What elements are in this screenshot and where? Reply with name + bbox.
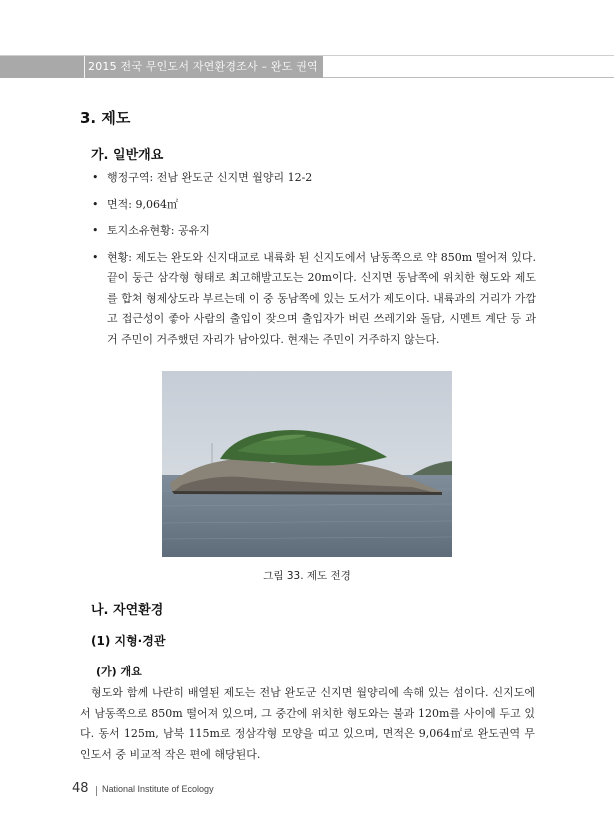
bullet-item (92, 221, 536, 242)
bullet-item (92, 168, 536, 189)
bullet-dot: • (92, 197, 99, 211)
overview-heading: (가) 개요 (96, 665, 142, 678)
section-title: 3. 제도 (80, 109, 131, 127)
header-separator (84, 56, 85, 78)
island-photo (162, 371, 452, 557)
bullet-item (92, 195, 536, 216)
header-rule (323, 77, 614, 78)
figure-caption: 그림 33. 제도 전경 (263, 570, 351, 582)
bullet-text-area: 면적: 9,064㎡ (107, 197, 178, 211)
terrain-heading: (1) 지형·경관 (91, 634, 166, 648)
general-heading: 가. 일반개요 (91, 148, 164, 163)
bullet-dot: • (92, 171, 99, 184)
bullet-text-ownership: 토지소유현황: 공유지 (107, 224, 210, 237)
running-title: 2015 전국 무인도서 자연환경조사 – 완도 권역 (88, 60, 318, 73)
bullet-text-admin: 행정구역: 전남 완도군 신지면 월양리 12-2 (107, 171, 313, 184)
footer-organization: National Institute of Ecology (102, 784, 214, 794)
bullet-item (92, 248, 536, 351)
bullet-text-status: 현황: 제도는 완도와 신지대교로 내륙화 된 신지도에서 남동쪽으로 약 850m 떨어져 있다. 끝이 둥근 삼각형 형태로 최고해발고도는 20m이다. 신지면 동남쪽에 위치한 형도와 제도를 합쳐 형제상도라 부르는데 이 중 동남쪽에 있는 도서가 제도이다. 내륙과의 거리가 가깝고 접근성이 좋아 사람의 출입이 잦으며 출입자가 버린 쓰레기와 돌담, 시멘트 계단 등 과거 주민이 거주했던 자리가 남아있다. 현재는 주민이 거주하지 않는다. (107, 250, 536, 346)
bullet-dot: • (92, 250, 99, 264)
nature-heading: 나. 자연환경 (91, 603, 164, 618)
page-number: 48 (72, 781, 89, 796)
general-bullet-list (92, 168, 536, 350)
overview-paragraph: 형도와 함께 나란히 배열된 제도는 전남 완도군 신지면 월양리에 속해 있는 섬이다. 신지도에서 남동쪽으로 850m 떨어져 있으며, 그 중간에 위치한 형도와는 불과 120m를 사이에 두고 있다. 동서 125m, 남북 115m로 정삼각형 모양을 띠고 있으며, 면적은 9,064㎡로 완도권역 무인도서 중 비교적 작은 편에 해당된다. (80, 686, 535, 761)
footer-separator (96, 786, 97, 796)
bullet-dot: • (92, 224, 99, 237)
